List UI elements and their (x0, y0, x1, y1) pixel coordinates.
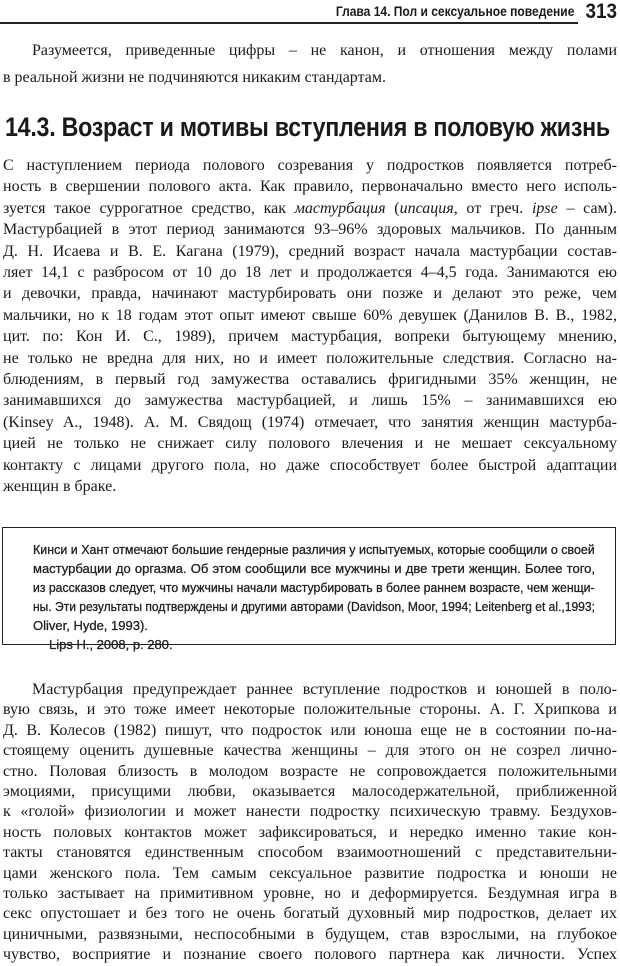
text-line: Мастурбацией в этот период занимаются 93–96% здоровых мальчиков. По данным (3, 221, 617, 239)
sidebar-box-text (33, 540, 595, 654)
text-line: ны. Эти результаты подтверждены и другими авторами (Davidson, Moor, 1994; Leitenberg et al.,1993; (33, 599, 595, 614)
text-line (3, 198, 617, 219)
paragraph-3 (3, 680, 617, 966)
section-heading: 14.3. Возраст и мотивы вступления в половую жизнь (5, 112, 610, 142)
text-line: ляет 14,1 с разбросом от 10 до 18 лет и продолжается 4–4,5 года. Занимаются ею (3, 264, 617, 282)
text-line: мастурбации до оргазма. Об этом сообщили все мужчины и две трети женщин. Более того, (33, 561, 595, 576)
text-line: и девочки, правда, начинают мастурбировать они позже и делают это реже, чем (3, 285, 617, 303)
text-line: чувство, восприятие и познание своего полового партнера как личности. Успех (3, 946, 617, 964)
text-line: к «голой» физиологии и может нанести подростку психическую травму. Бездухов- (3, 803, 617, 821)
text-line: Oliver, Hyde, 1993). (33, 618, 148, 633)
text-segment: ( (385, 199, 400, 217)
text-segment: зуется такое суррогатное средство, как (3, 199, 295, 217)
text-line: секс опустошает и без того не очень богатый духовный мир подростков, делает их (3, 905, 617, 923)
text-line: такты становятся единственным способом взаимоотношений с представительни- (3, 844, 617, 862)
text-line: из рассказов следует, что мужчины начали мастурбировать в более раннем возрасте, чем женщи- (33, 580, 595, 595)
text-line: женщин в браке. (3, 478, 117, 496)
running-header (0, 0, 620, 26)
paragraph-1 (3, 37, 617, 91)
text-line: ность половых контактов может зафиксироваться, и нередко именно такие кон- (3, 823, 617, 841)
text-line: Д. Н. Исаева и В. Е. Кагана (1979), средний возраст начала мастурбации состав- (3, 242, 617, 260)
text-line: ность в свершении полового акта. Как правило, первоначально вместо него исполь- (3, 178, 617, 196)
text-line: вую связь, и это тоже имеет некоторые положительные стороны. А. Г. Хрипкова и (3, 701, 617, 719)
text-line: эмоциями, присущими любви, оказывается малосодержательной, приближенной (3, 783, 617, 801)
text-line: только застывает на примитивном уровне, но и деформируется. Бездумная игра в (3, 885, 617, 903)
italic-term: мастурбация (294, 199, 386, 217)
text-line: блюдениям, в первый год замужества оставались фригидными 35% женщин, не (3, 371, 617, 389)
text-line: Д. В. Колесов (1982) пишут, что подросток или юноша еще не в состоянии по-на- (3, 721, 617, 739)
text-line: Разумеется, приведенные цифры – не канон, и отношения между полами (32, 42, 617, 59)
paragraph-2 (3, 155, 617, 498)
italic-term: ipse (531, 199, 558, 217)
text-line: циничными, развязными, неспособными в будущем, став взрослыми, на глубокое (3, 925, 617, 943)
page-number: 313 (585, 0, 617, 23)
text-line: (Kinsey A., 1948). А. М. Свядощ (1974) отмечает, что занятия женщин мастурба- (3, 413, 617, 431)
text-line: стоящему оценить душевные качества женщины – для этого он не созрел лично- (3, 742, 617, 760)
text-line: мальчики, но к 18 годам этот опыт имеют свыше 60% девушек (Данилов В. В., 1982, (3, 306, 617, 324)
text-line: контакту с лицами другого пола, но даже способствует более быстрой адаптации (3, 456, 617, 474)
header-rule (0, 22, 578, 24)
text-line: Мастурбация предупреждает раннее вступление подростков и юношей в поло- (32, 681, 617, 698)
italic-term: ипсация (399, 199, 454, 217)
text-line: занимавшихся до замужества мастурбацией, и лишь 15% – занимавшихся ею (3, 392, 617, 410)
text-line: цией не только не снижает силу полового влечения и не мешает сексуальному (3, 435, 617, 453)
text-line: стно. Половая близость в молодом возрасте не сопровождается положительными (3, 762, 617, 780)
text-line: цит. по: Кон И. С., 1989), причем мастурбация, вопреки бытующему мнению, (3, 328, 617, 346)
text-segment: , от греч. (453, 199, 532, 217)
sidebar-box (2, 527, 616, 652)
text-segment: – сам). (557, 199, 618, 217)
text-line: в реальной жизни не подчиняются никаким стандартам. (3, 69, 387, 86)
text-line: цами женского пола. Тем самым сексуальное развитие подростка и юноши не (3, 864, 617, 882)
text-line: Кинси и Хант отмечают большие гендерные различия у испытуемых, которые сообщили о своей (33, 542, 595, 557)
chapter-title: Глава 14. Пол и сексуальное поведение (335, 3, 574, 19)
text-line: не только не вредна для них, но и имеет положительные следствия. Согласно на- (3, 349, 617, 367)
box-source: Lips H., 2008, p. 280. (49, 637, 173, 652)
text-line: С наступлением периода полового созревания у подростков появляется потреб- (3, 157, 617, 174)
